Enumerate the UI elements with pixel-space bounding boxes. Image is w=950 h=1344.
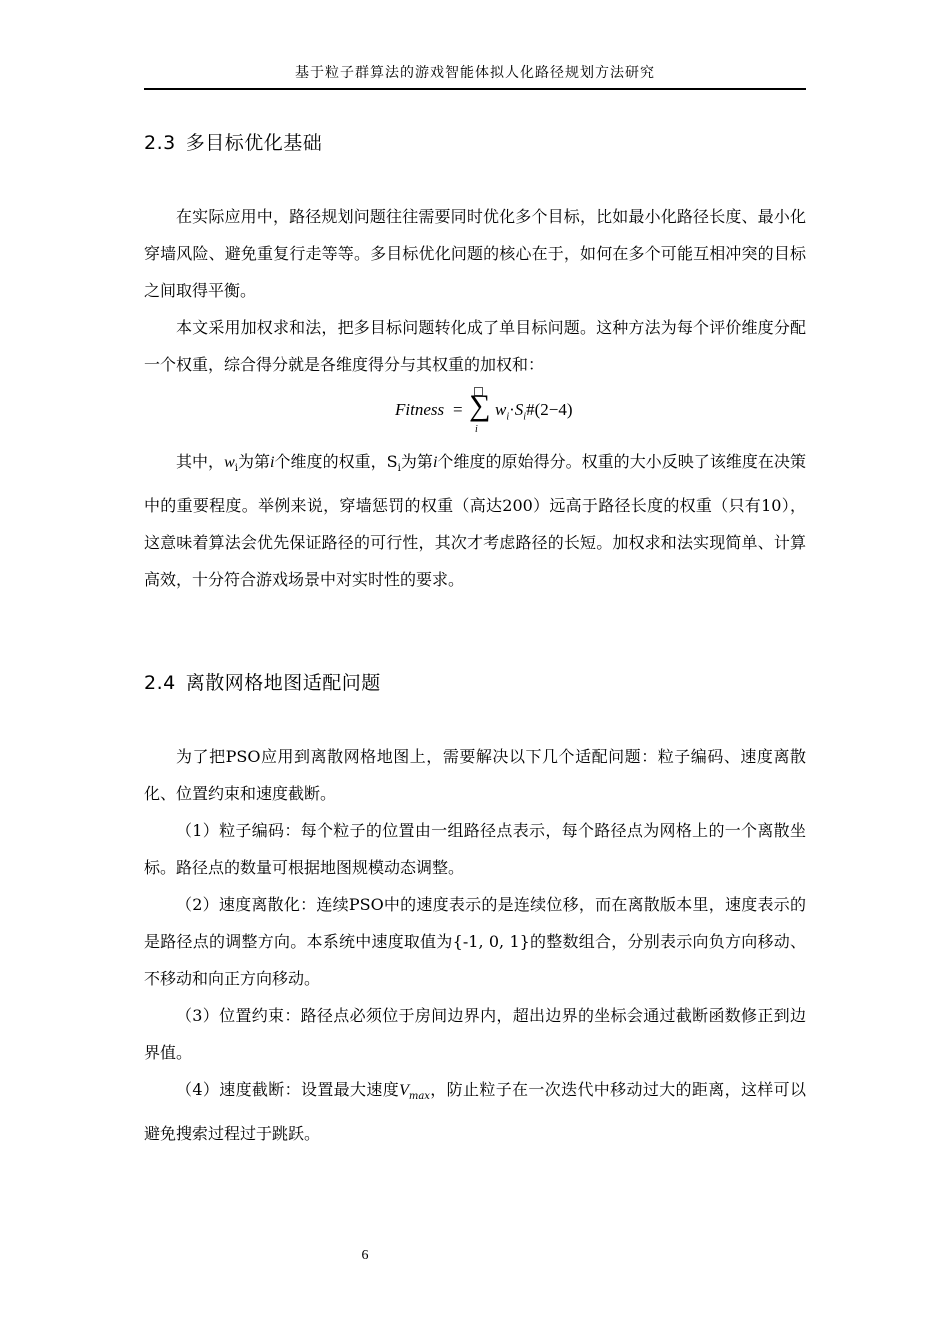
weight-symbol: w xyxy=(224,454,235,471)
section-number: 2.3 xyxy=(144,132,176,154)
header-rule xyxy=(144,88,806,90)
weight-symbol: w xyxy=(495,400,507,419)
score-index: i xyxy=(523,411,527,423)
formula-equals: = xyxy=(453,400,463,419)
vmax-index: max xyxy=(408,1091,430,1103)
fitness-formula xyxy=(395,386,635,440)
section-number: 2.4 xyxy=(144,672,176,694)
list-item xyxy=(144,1071,806,1152)
text-run: （4）速度截断：设置最大速度 xyxy=(176,1080,400,1099)
paragraph: 本文采用加权求和法，把多目标问题转化成了单目标问题。这种方法为每个评价维度分配一个权重，综合得分就是各维度得分与其权重的加权和： xyxy=(144,318,806,374)
weight-index: i xyxy=(506,411,510,423)
vmax-symbol: V xyxy=(399,1082,409,1099)
index-symbol: i xyxy=(432,454,438,471)
formula-rhs xyxy=(495,400,573,422)
page-number: 6 xyxy=(361,1248,369,1263)
text-run: ，防止粒子在一次迭代中移动过大的距离，这样可以避免搜索过程过于跳跃。 xyxy=(144,1080,806,1144)
equation-tag: #(2−4) xyxy=(526,400,573,419)
text-run: 个维度的原始得分。权重的大小反映了该维度在决策中的重要程度。举例来说，穿墙惩罚的权重（高达200）远高于路径长度的权重（只有10），这意味着算法会优先保证路径的可行性，其次才考虑路径的长短。加权求和法实现简单、计算高效，十分符合游戏场景中对实时性的要求。 xyxy=(144,452,806,590)
section-title: 多目标优化基础 xyxy=(185,132,323,154)
dot-operator: · xyxy=(509,400,515,419)
summation-icon: ∑ xyxy=(469,389,491,422)
paragraph: 为了把PSO应用到离散网格地图上，需要解决以下几个适配问题：粒子编码、速度离散化、位置约束和速度截断。 xyxy=(144,747,806,803)
sum-index: i xyxy=(475,424,478,435)
score-index: i xyxy=(397,463,401,475)
running-header: 基于粒子群算法的游戏智能体拟人化路径规划方法研究 xyxy=(295,65,655,81)
text-run: 为第 xyxy=(237,452,271,471)
section-title: 离散网格地图适配问题 xyxy=(185,672,381,694)
score-symbol: S xyxy=(514,400,524,419)
list-item: （3）位置约束：路径点必须位于房间边界内，超出边界的坐标会通过截断函数修正到边界值。 xyxy=(144,1006,806,1062)
text-run: 为第 xyxy=(400,452,433,471)
formula-lhs: Fitness xyxy=(395,400,445,419)
list-item: （2）速度离散化：连续PSO中的速度表示的是连续位移，而在离散版本里，速度表示的是路径点的调整方向。本系统中速度取值为{-1, 0, 1}的整数组合，分别表示向负方向移动、不移动和向正方向移动。 xyxy=(144,895,806,988)
list-item: （1）粒子编码：每个粒子的位置由一组路径点表示，每个路径点为网格上的一个离散坐标。路径点的数量可根据地图规模动态调整。 xyxy=(144,821,806,877)
section-heading-2-3 xyxy=(144,128,322,155)
weight-index: i xyxy=(234,463,238,475)
text-run: 其中， xyxy=(176,452,225,471)
text-run: 个维度的权重，S xyxy=(274,452,398,471)
section-heading-2-4 xyxy=(144,668,381,695)
paragraph xyxy=(144,443,806,598)
paragraph: 在实际应用中，路径规划问题往往需要同时优化多个目标，比如最小化路径长度、最小化穿墙风险、避免重复行走等等。多目标优化问题的核心在于，如何在多个可能互相冲突的目标之间取得平衡。 xyxy=(144,207,806,300)
index-symbol: i xyxy=(270,454,275,471)
